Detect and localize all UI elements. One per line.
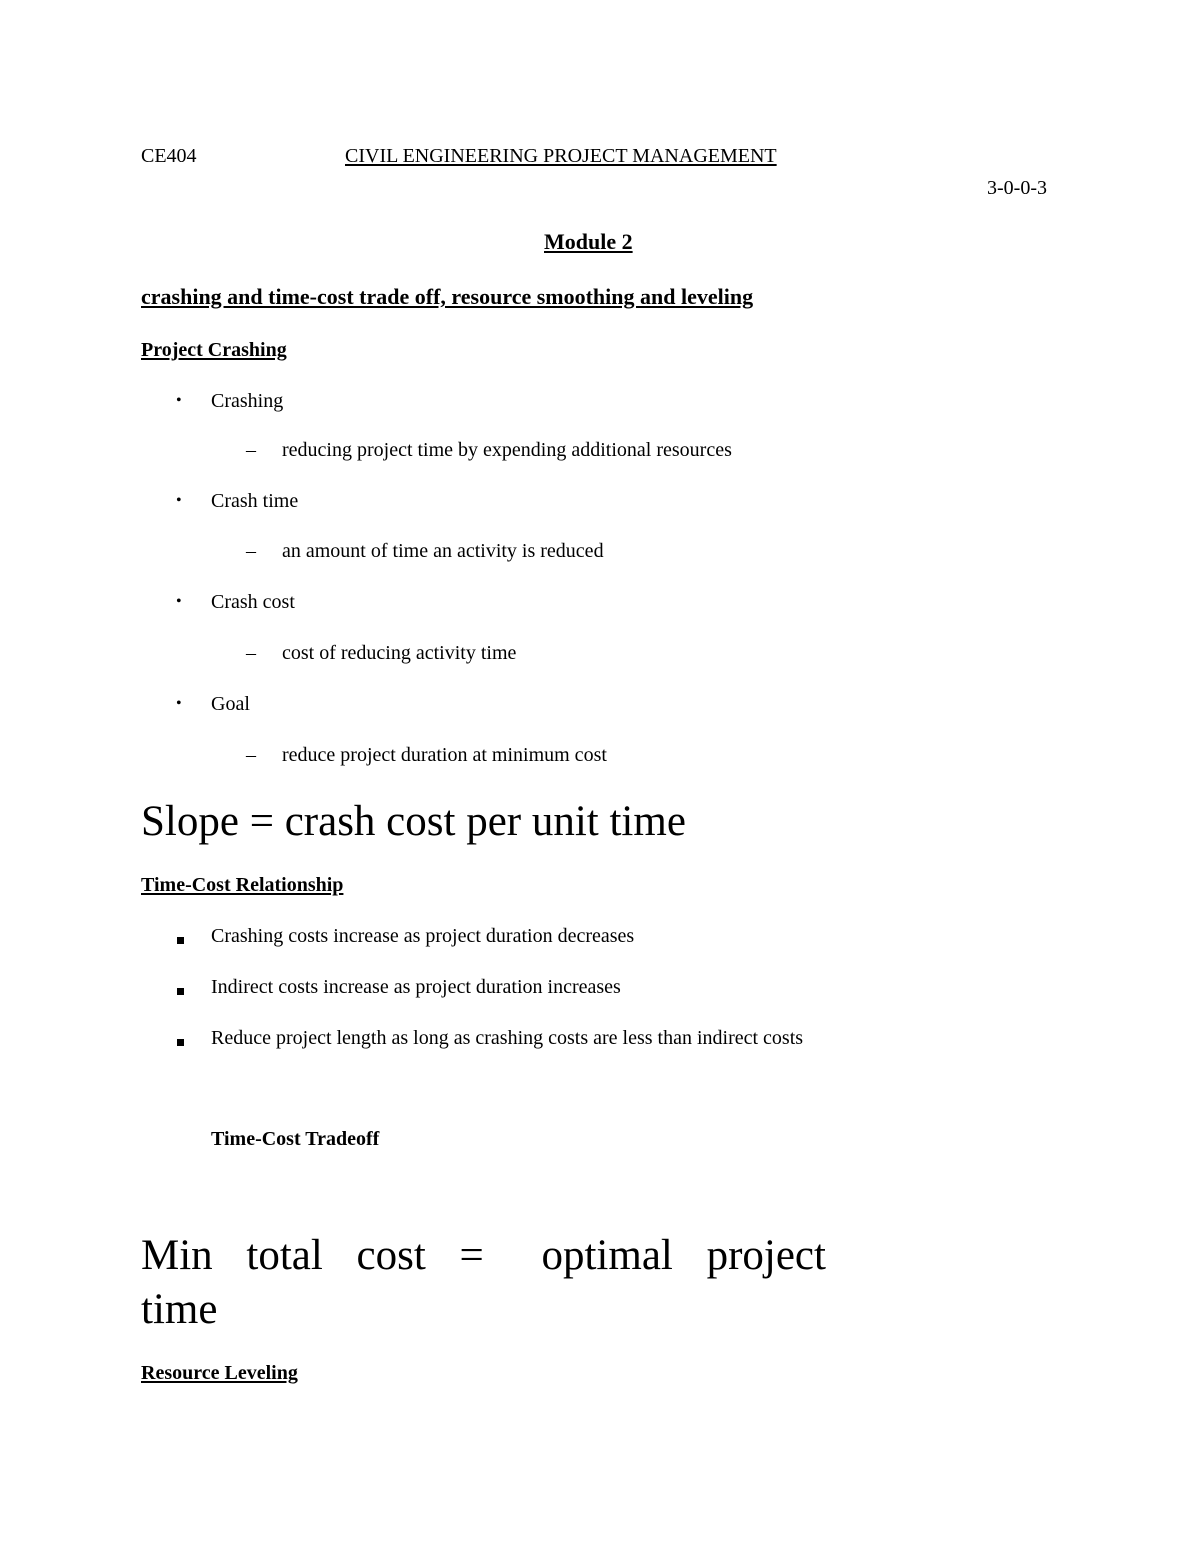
resource-leveling-heading: Resource Leveling bbox=[141, 1362, 298, 1384]
formula-word: project bbox=[706, 1232, 826, 1279]
project-crashing-heading: Project Crashing bbox=[141, 339, 287, 361]
dash-icon: – bbox=[246, 540, 256, 562]
bullet-icon: • bbox=[176, 492, 182, 509]
crashing-term: Crashing bbox=[211, 390, 284, 412]
relationship-item: Reduce project length as long as crashing costs are less than indirect costs bbox=[211, 1027, 804, 1049]
crash-cost-term: Crash cost bbox=[211, 591, 295, 613]
relationship-item: Crashing costs increase as project duration decreases bbox=[211, 925, 635, 947]
slope-formula: Slope = crash cost per unit time bbox=[141, 798, 686, 845]
bullet-icon: • bbox=[176, 695, 182, 712]
time-cost-relationship-heading: Time-Cost Relationship bbox=[141, 874, 344, 896]
dash-icon: – bbox=[246, 439, 256, 461]
formula-word: cost bbox=[356, 1232, 426, 1279]
topics-heading: crashing and time-cost trade off, resource smoothing and leveling bbox=[141, 284, 754, 309]
course-credits: 3-0-0-3 bbox=[987, 177, 1047, 199]
square-bullet-icon bbox=[177, 1033, 184, 1051]
course-title: CIVIL ENGINEERING PROJECT MANAGEMENT bbox=[345, 145, 777, 167]
min-total-cost-line1 bbox=[141, 1230, 826, 1282]
square-bullet-icon bbox=[177, 982, 184, 1000]
goal-term: Goal bbox=[211, 693, 250, 715]
formula-word: = bbox=[459, 1232, 484, 1279]
relationship-item: Indirect costs increase as project duration increases bbox=[211, 976, 621, 998]
formula-word: Min bbox=[141, 1232, 213, 1279]
tradeoff-heading: Time-Cost Tradeoff bbox=[211, 1128, 380, 1150]
formula-word: total bbox=[246, 1232, 323, 1279]
goal-definition: reduce project duration at minimum cost bbox=[282, 744, 607, 766]
formula-word: optimal bbox=[541, 1232, 673, 1279]
dash-icon: – bbox=[246, 744, 256, 766]
crash-time-term: Crash time bbox=[211, 490, 299, 512]
dash-icon: – bbox=[246, 642, 256, 664]
square-bullet-icon bbox=[177, 931, 184, 949]
bullet-icon: • bbox=[176, 392, 182, 409]
crash-time-definition: an amount of time an activity is reduced bbox=[282, 540, 604, 562]
module-title: Module 2 bbox=[544, 229, 633, 254]
crashing-definition: reducing project time by expending additional resources bbox=[282, 439, 732, 461]
min-total-cost-line2: time bbox=[141, 1286, 218, 1333]
bullet-icon: • bbox=[176, 593, 182, 610]
course-code: CE404 bbox=[141, 145, 197, 167]
crash-cost-definition: cost of reducing activity time bbox=[282, 642, 517, 664]
